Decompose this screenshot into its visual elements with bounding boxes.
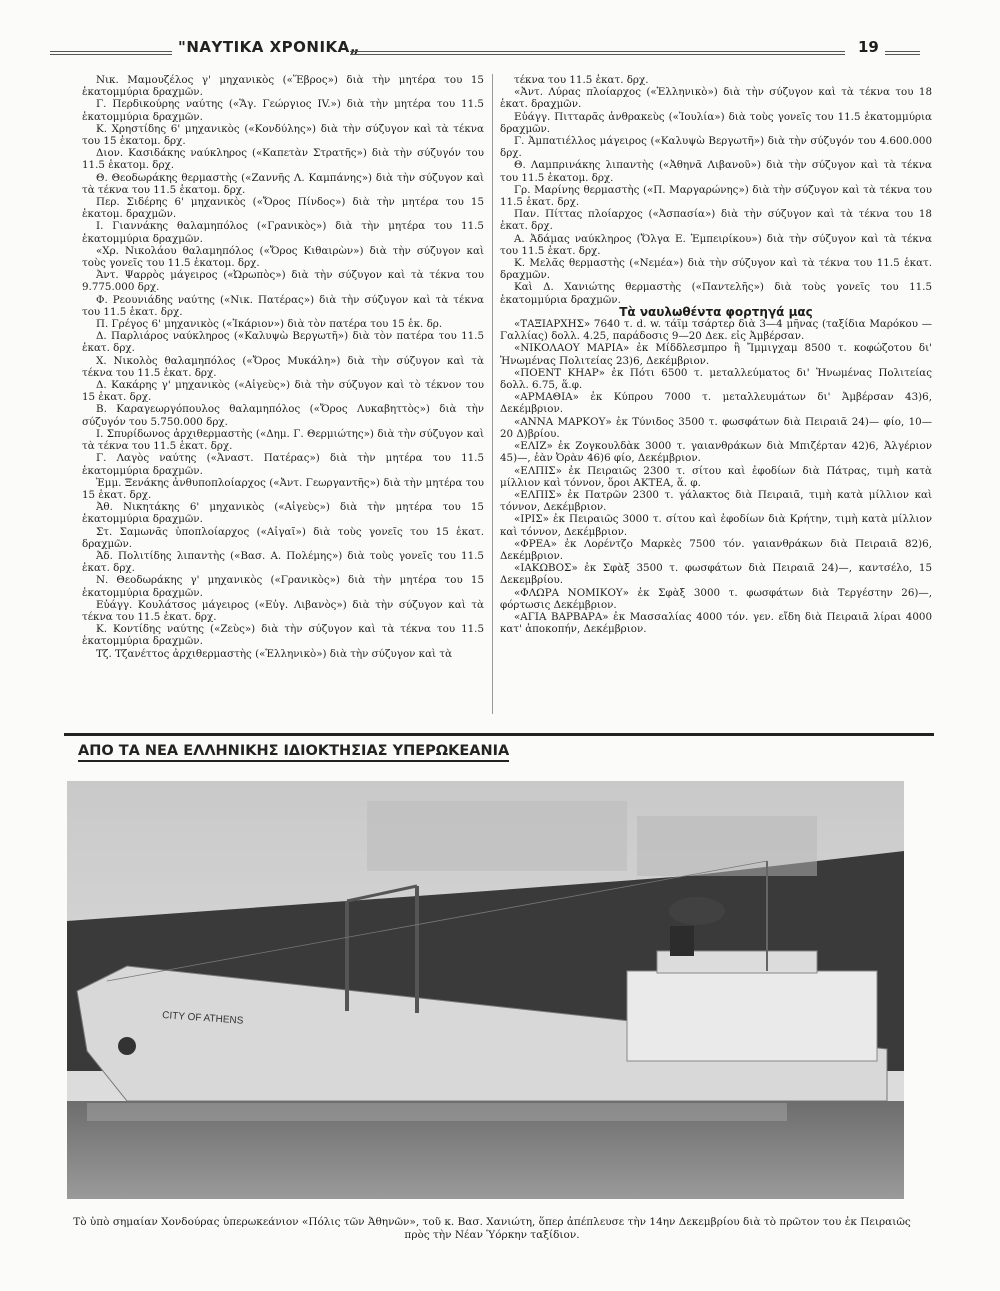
freight-entry: «ΙΡΙΣ» ἐκ Πειραιῶς 3000 τ. σίτου καὶ ἐφοδίων διὰ Κρήτην, τιμὴ κατὰ μίλλιον καὶ τόννον, Δεκέμβριον. [500,513,932,538]
right-column [500,74,932,635]
wage-entry: «Χρ. Νικολάου θαλαμηπόλος («Ὄρος Κιθαιρὼν») διὰ τὴν σύζυγον καὶ τοὺς γονεῖς του 11.5 ἑκατομ. δρχ. [82,244,484,270]
freight-entry: «ΑΡΜΑΘΙΑ» ἐκ Κύπρου 7000 τ. μεταλλευμάτων δι' Ἀμβέρσαν 43)6, Δεκέμβριον. [500,391,932,416]
funnel [670,926,694,956]
freight-entry: «ΙΑΚΩΒΟΣ» ἐκ Σφὰξ 3500 τ. φωσφάτων διὰ Πειραιᾶ 24)—, καντσέλο, 15 Δεκεμβρίου. [500,562,932,587]
wage-entry: Κ. Μελᾶς θερμαστὴς («Νεμέα») διὰ τὴν σύζυγον καὶ τὰ τέκνα του 11.5 ἑκατ. δραχμῶν. [500,257,932,282]
wage-entry: Διον. Κασιδάκης ναύκληρος («Καπετὰν Στρατῆς») διὰ τὴν σύζυγόν του 11.5 ἑκατομ. δρχ. [82,147,484,172]
funnel-smoke [669,897,725,925]
left-column [82,74,484,660]
freight-entry: «ΕΛΙΖ» ἐκ Ζογκουλδὰκ 3000 τ. γαιανθράκων διὰ Μπιζέρταν 42)6, Ἀλγέριον 45)—, ἐὰν Ὀρὰν 46)6 φίο, Δεκέμβριον. [500,440,932,465]
freight-heading: Τὰ ναυλωθέντα φορτηγά μας [619,304,813,319]
wage-entry: Τζ. Τζανέττος ἀρχιθερμαστὴς («Ἑλληνικὸ») διὰ τὴν σύζυγον καὶ τὰ [96,647,453,660]
wage-entry: Περ. Σιδέρης 6' μηχανικὸς («Ὄρος Πίνδος») διὰ τὴν μητέρα του 15 ἑκατομ. δραχμῶν. [82,196,484,221]
freight-entry: «ΠΟΕΝΤ ΚΗΑΡ» ἐκ Πότι 6500 τ. μεταλλεύματος δι' Ἡνωμένας Πολιτείας δολλ. 6.75, ἅ.φ. [500,366,932,392]
wage-entry: Νικ. Μαμουζέλος γ' μηχανικὸς («Ἕβρος») διὰ τὴν μητέρα του 15 ἑκατομμύρια δραχμῶν. [82,74,484,99]
wage-entry: Στ. Σαμωνᾶς ὑποπλοίαρχος («Αἰγαῖ») διὰ τοὺς γονεῖς του 15 ἑκατ. δραχμῶν. [82,525,484,550]
wage-entry: Ἀδ. Πολιτίδης λιπαντὴς («Βασ. Α. Πολέμης») διὰ τοὺς γονεῖς του 11.5 ἑκατ. δρχ. [82,549,484,575]
wage-entry: τέκνα του 11.5 ἑκατ. δρχ. [514,74,649,86]
freight-entry: «ΑΓΙΑ ΒΑΡΒΑΡΑ» ἐκ Μασσαλίας 4000 τόν. γεν. εἴδη διὰ Πειραιᾶ λίραι 4000 κατ' ἀποκοπήν, Δεκέμβριον. [500,610,932,636]
right-column-freight-list [500,318,932,635]
header-rule-left [50,51,172,55]
wage-entry: Εὐάγγ. Πιτταρᾶς ἀνθρακεὺς («Ἰουλία») διὰ τοὺς γονεῖς του 11.5 ἑκατομμύρια δραχμῶν. [500,110,932,135]
wage-entry: Ι. Σπυρίδωνος ἀρχιθερμαστὴς («Δημ. Γ. Θερμιώτης») διὰ τὴν σύζυγον καὶ τὰ τέκνα του 11.5 ἑκατ. δρχ. [82,427,484,453]
wage-entry: Ἐμμ. Ξενάκης ἀνθυποπλοίαρχος («Ἀντ. Γεωργαντῆς») διὰ τὴν μητέρα του 15 ἑκατ. δρχ. [82,476,484,501]
wage-entry: Α. Ἀδάμας ναύκληρος (Ὄλγα Ε. Ἐμπειρίκου») διὰ τὴν σύζυγον καὶ τὰ τέκνα του 11.5 ἑκατ. δρχ. [500,232,932,257]
wage-entry: Καὶ Δ. Χανιώτης θερμαστὴς («Παντελῆς») διὰ τοὺς γονεῖς του 11.5 ἑκατομμύρια δραχμῶν. [500,281,932,306]
warehouse-sign-right [637,816,817,876]
wage-entry: Παν. Πίττας πλοίαρχος («Ἀσπασία») διὰ τὴν σύζυγον καὶ τὰ τέκνα του 18 ἑκατ. δρχ. [500,208,932,233]
page-number: 19 [858,38,879,56]
wage-entry: Θ. Λαμπρινάκης λιπαντὴς («Ἀθηνᾶ Λιβανοῦ») διὰ τὴν σύζυγον καὶ τὰ τέκνα του 11.5 ἑκατομ. δρχ. [500,159,932,184]
freight-entry: «ΕΛΠΙΣ» ἐκ Πατρῶν 2300 τ. γάλακτος διὰ Πειραιᾶ, τιμὴ κατὰ μίλλιον καὶ τόννον, Δεκέμβριον. [500,488,932,514]
superstructure [627,971,877,1061]
freight-entry: «ΦΡΕΑ» ἐκ Λορέντζο Μαρκὲς 7500 τόν. γαιανθράκων διὰ Πειραιᾶ 82)6, Δεκέμβριον. [500,537,932,562]
column-divider [492,74,493,714]
wage-entry: Β. Καραγεωργόπουλος θαλαμηπόλος («Ὄρος Λυκαβηττὸς») διὰ τὴν σύζυγόν του 5.750.000 δρχ. [82,403,484,428]
freight-entry: «ΦΛΩΡΑ ΝΟΜΙΚΟΥ» ἐκ Σφὰξ 3000 τ. φωσφάτων διὰ Τεργέστην 26)—, φόρτωσις Δεκέμβριον. [500,586,932,611]
freight-entry: «ΑΝΝΑ ΜΑΡΚΟΥ» ἐκ Τύνιδος 3500 τ. φωσφάτων διὰ Πειραιᾶ 24)— φίο, 10—20 Δ)βρίου. [500,415,932,440]
header-rule-right [885,51,920,55]
wage-entry: «Ἀντ. Λύρας πλοίαρχος («Ἑλληνικὸ») διὰ τὴν σύζυγον καὶ τὰ τέκνα του 18 ἑκατ. δραχμῶν. [500,86,932,111]
wage-entry: Κ. Χρηστίδης 6' μηχανικὸς («Κονδύλης») διὰ τὴν σύζυγον καὶ τὰ τέκνα του 15 ἑκατομ. δρχ. [82,122,484,148]
wage-entry: Γ. Ἀμπατιέλλος μάγειρος («Καλυψὼ Βεργωτῆ») διὰ τὴν σύζυγόν του 4.600.000 δρχ. [500,135,932,160]
wage-entry: Γ. Λαγὸς ναύτης («Ἀναστ. Πατέρας») διὰ τὴν μητέρα του 11.5 ἑκατομμύρια δραχμῶν. [82,452,484,477]
freight-entry: «ΝΙΚΟΛΑΟΥ ΜΑΡΙΑ» ἐκ Μίδδλεσμπρο ἢ Ἴμμιγχαμ 8500 τ. κοφώζοτου δι' Ἡνωμένας Πολιτείας 23)6, Δεκέμβριον. [500,342,932,367]
wage-entry: Ν. Θεοδωράκης γ' μηχανικὸς («Γρανικὸς») διὰ τὴν μητέρα του 15 ἑκατομμύρια δραχμῶν. [82,574,484,599]
ship-name-label: CITY OF ATHENS [161,1010,244,1027]
ship-photo [67,781,904,1199]
freight-entry: «ΤΑΞΙΑΡΧΗΣ» 7640 τ. d. w. τάϊμ τσάρτερ διὰ 3—4 μῆνας (ταξίδια Μαρόκου — Γαλλίας) δολλ. 4.25, παράδοσις 9—20 Δεκ. εἰς Ἀμβέρσαν. [500,318,932,343]
wage-entry: Δ. Κακάρης γ' μηχανικὸς («Αἰγεὺς») διὰ τὴν σύζυγον καὶ τὸ τέκνον του 15 ἑκατ. δρχ. [82,379,484,404]
wage-entry: Δ. Παρλιάρος ναύκληρος («Καλυψὼ Βεργωτῆ») διὰ τὸν πατέρα του 11.5 ἑκατ. δρχ. [82,330,484,355]
wage-entry: Ι. Γιαννάκης θαλαμηπόλος («Γρανικὸς») διὰ τὴν μητέρα του 11.5 ἑκατομμύρια δραχμῶν. [82,220,484,245]
masthead-title: "ΝΑΥΤΙΚΑ ΧΡΟΝΙΚΑ„ [178,38,361,56]
wage-entry: Κ. Κοντίδης ναύτης («Ζεὺς») διὰ τὴν σύζυγον καὶ τὰ τέκνα του 11.5 ἑκατομμύρια δραχμῶν. [82,623,484,648]
hull-reflection [87,1103,787,1121]
wage-entry: Φ. Ρεουνιάδης ναύτης («Νικ. Πατέρας») διὰ τὴν σύζυγον καὶ τὰ τέκνα του 11.5 ἑκατ. δρχ. [82,293,484,318]
ship-illustration [67,781,904,1199]
photo-caption: Τὸ ὑπὸ σημαίαν Χονδούρας ὑπερωκεάνιον «Πόλις τῶν Ἀθηνῶν», τοῦ κ. Βασ. Χανιώτη, ὅπερ ἀπέπλευσε τὴν 14ην Δεκεμβρίου διὰ τὸ πρῶτον του ἐκ Πειραιῶς πρὸς τὴν Νέαν Ὑόρκην ταξίδιον. [73,1216,911,1241]
wage-entry: Γρ. Μαρίνης θερμαστὴς («Π. Μαργαρώνης») διὰ τὴν σύζυγον καὶ τὰ τέκνα του 11.5 ἑκατ. δρχ. [500,183,932,209]
section-title: ΑΠΟ ΤΑ ΝΕΑ ΕΛΛΗΝΙΚΗΣ ΙΔΙΟΚΤΗΣΙΑΣ ΥΠΕΡΩΚΕΑΝΙΑ [78,743,509,762]
wage-entry: Γ. Περδικούρης ναύτης («Ἅγ. Γεώργιος IV.») διὰ τὴν μητέρα του 11.5 ἑκατομμύρια δραχμῶν. [82,98,484,123]
wage-entry: Χ. Νικολὸς θαλαμηπόλος («Ὄρος Μυκάλη») διὰ τὴν σύζυγον καὶ τὰ τέκνα του 11.5 ἑκατ. δρχ. [82,354,484,379]
section-divider [64,733,934,736]
wage-entry: Εὐάγγ. Κουλάτσος μάγειρος («Εὐγ. Λιβανὸς») διὰ τὴν σύζυγον καὶ τὰ τέκνα του 11.5 ἑκατ. δρχ. [82,598,484,623]
wage-entry: Ἀντ. Ψαρρὸς μάγειρος («Ὠρωπὸς») διὰ τὴν σύζυγον καὶ τὰ τέκνα του 9.775.000 δρχ. [82,269,484,294]
wage-entry: Π. Γρέγος 6' μηχανικὸς («Ἰκάριον») διὰ τὸν πατέρα του 15 ἑκ. δρ. [96,318,443,331]
anchor [118,1037,136,1055]
wage-entry: Θ. Θεοδωράκης θερμαστὴς («Ζαννῆς Λ. Καμπάνης») διὰ τὴν σύζυγον καὶ τὰ τέκνα του 11.5 ἑκατομ. δρχ. [82,171,484,196]
header-rule-middle [350,51,845,55]
warehouse-sign [367,801,627,871]
wage-entry: Ἀθ. Νικητάκης 6' μηχανικὸς («Αἰγεὺς») διὰ τὴν μητέρα του 15 ἑκατομμύρια δραχμῶν. [82,501,484,526]
freight-entry: «ΕΛΠΙΣ» ἐκ Πειραιῶς 2300 τ. σίτου καὶ ἐφοδίων διὰ Πάτρας, τιμὴ κατὰ μίλλιον καὶ τόννον, ὅροι ΑΚΤΕΑ, ἅ. φ. [500,464,932,489]
page-header [50,38,920,60]
right-column-wages [500,74,932,306]
